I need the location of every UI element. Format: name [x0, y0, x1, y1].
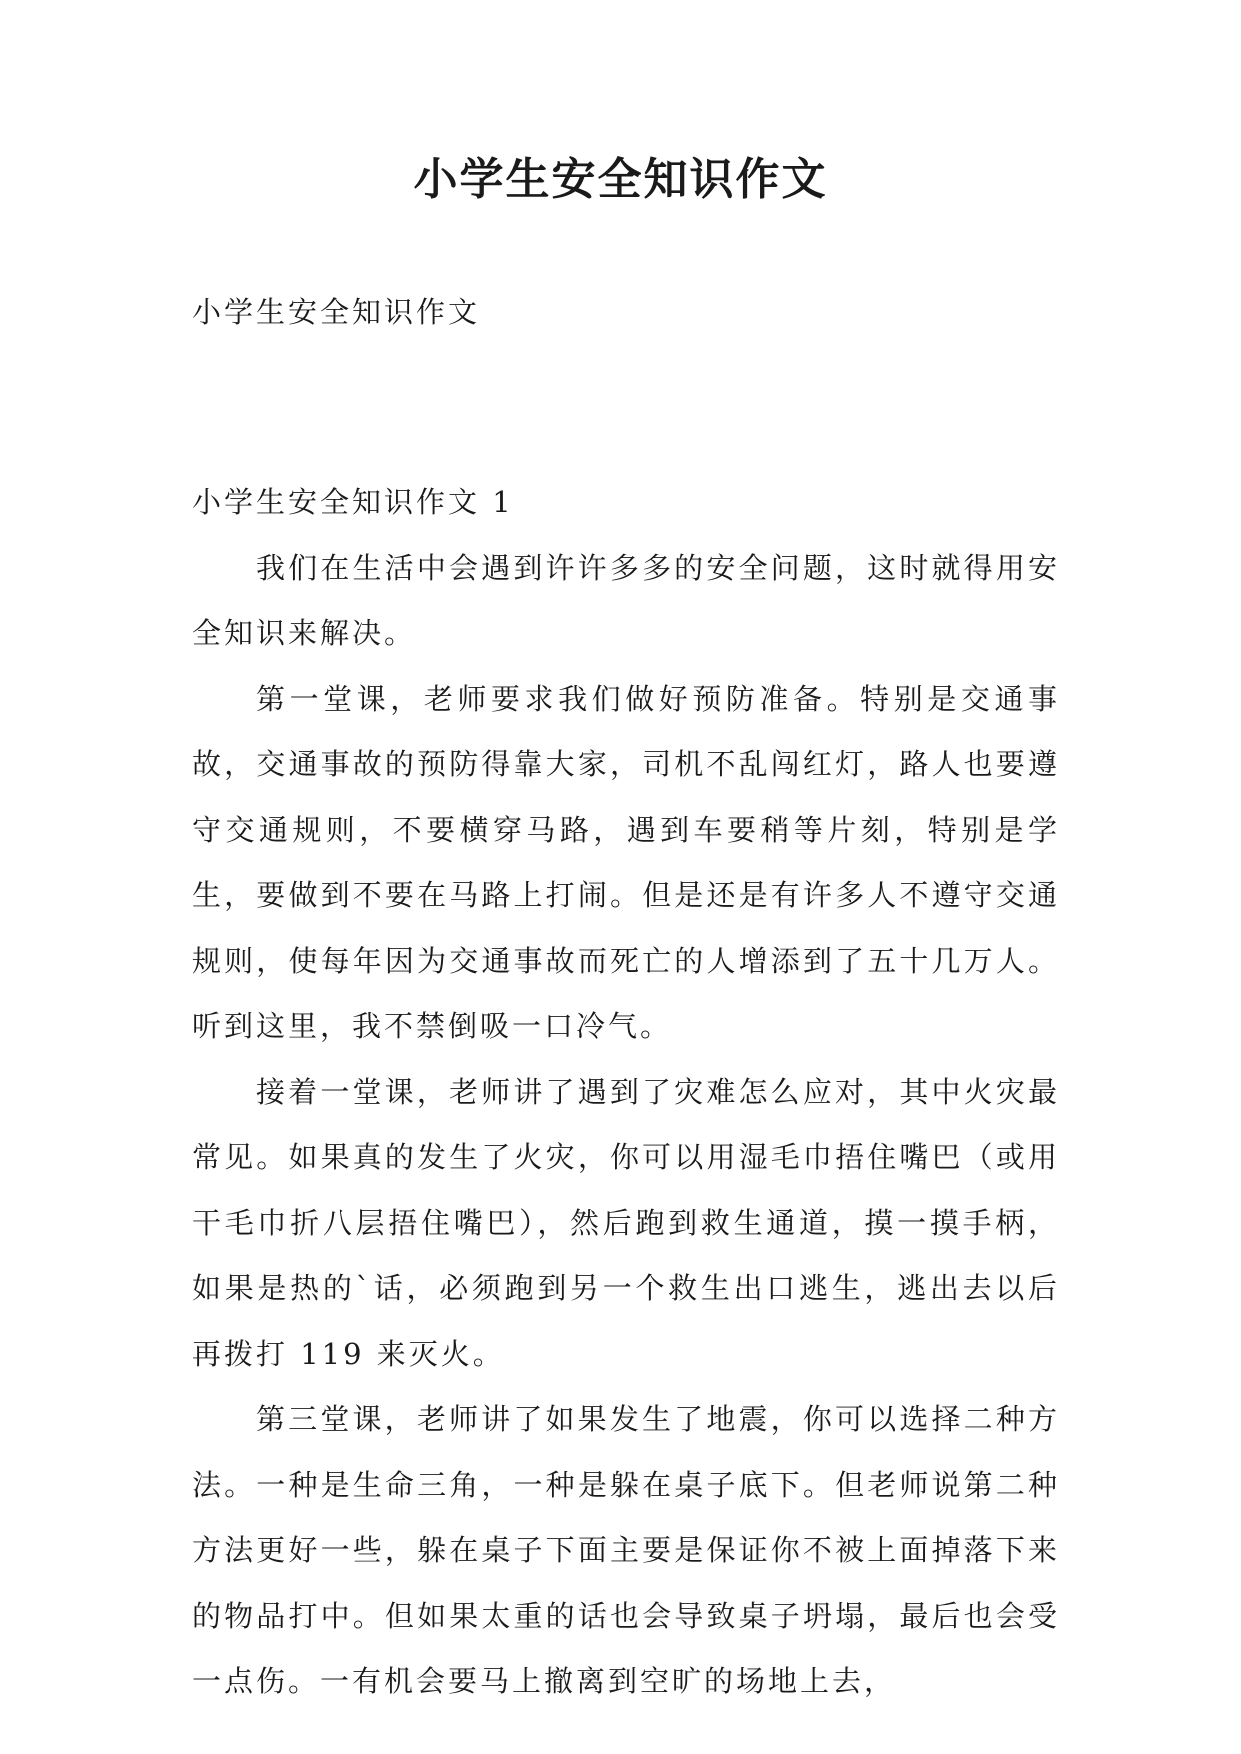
paragraph-2: 第一堂课，老师要求我们做好预防准备。特别是交通事故，交通事故的预防得靠大家，司机不乱闯红灯，路人也要遵守交通规则，不要横穿马路，遇到车要稍等片刻，特别是学生，要做到不要在马路上打闹。但是还是有许多人不遵守交通规则，使每年因为交通事故而死亡的人增添到了五十几万人。听到这里，我不禁倒吸一口冷气。	[192, 681, 1060, 1043]
document-subtitle: 小学生安全知识作文	[192, 295, 481, 329]
section-heading: 小学生安全知识作文 1	[192, 485, 514, 519]
paragraph-1: 我们在生活中会遇到许许多多的安全问题，这时就得用安全知识来解决。	[192, 550, 1060, 650]
paragraph-4: 第三堂课，老师讲了如果发生了地震，你可以选择二种方法。一种是生命三角，一种是躲在桌子底下。但老师说第二种方法更好一些，躲在桌子下面主要是保证你不被上面掉落下来的物品打中。但如果太重的话也会导致桌子坍塌，最后也会受一点伤。一有机会要马上撤离到空旷的场地上去，	[192, 1402, 1060, 1698]
document-title: 小学生安全知识作文	[413, 154, 828, 205]
paragraph-3: 接着一堂课，老师讲了遇到了灾难怎么应对，其中火灾最常见。如果真的发生了火灾，你可以用湿毛巾捂住嘴巴（或用干毛巾折八层捂住嘴巴），然后跑到救生通道，摸一摸手柄，如果是热的`话，必须跑到另一个救生出口逃生，逃出去以后再拨打 119 来灭火。	[192, 1074, 1060, 1371]
document-body	[192, 470, 1060, 1715]
